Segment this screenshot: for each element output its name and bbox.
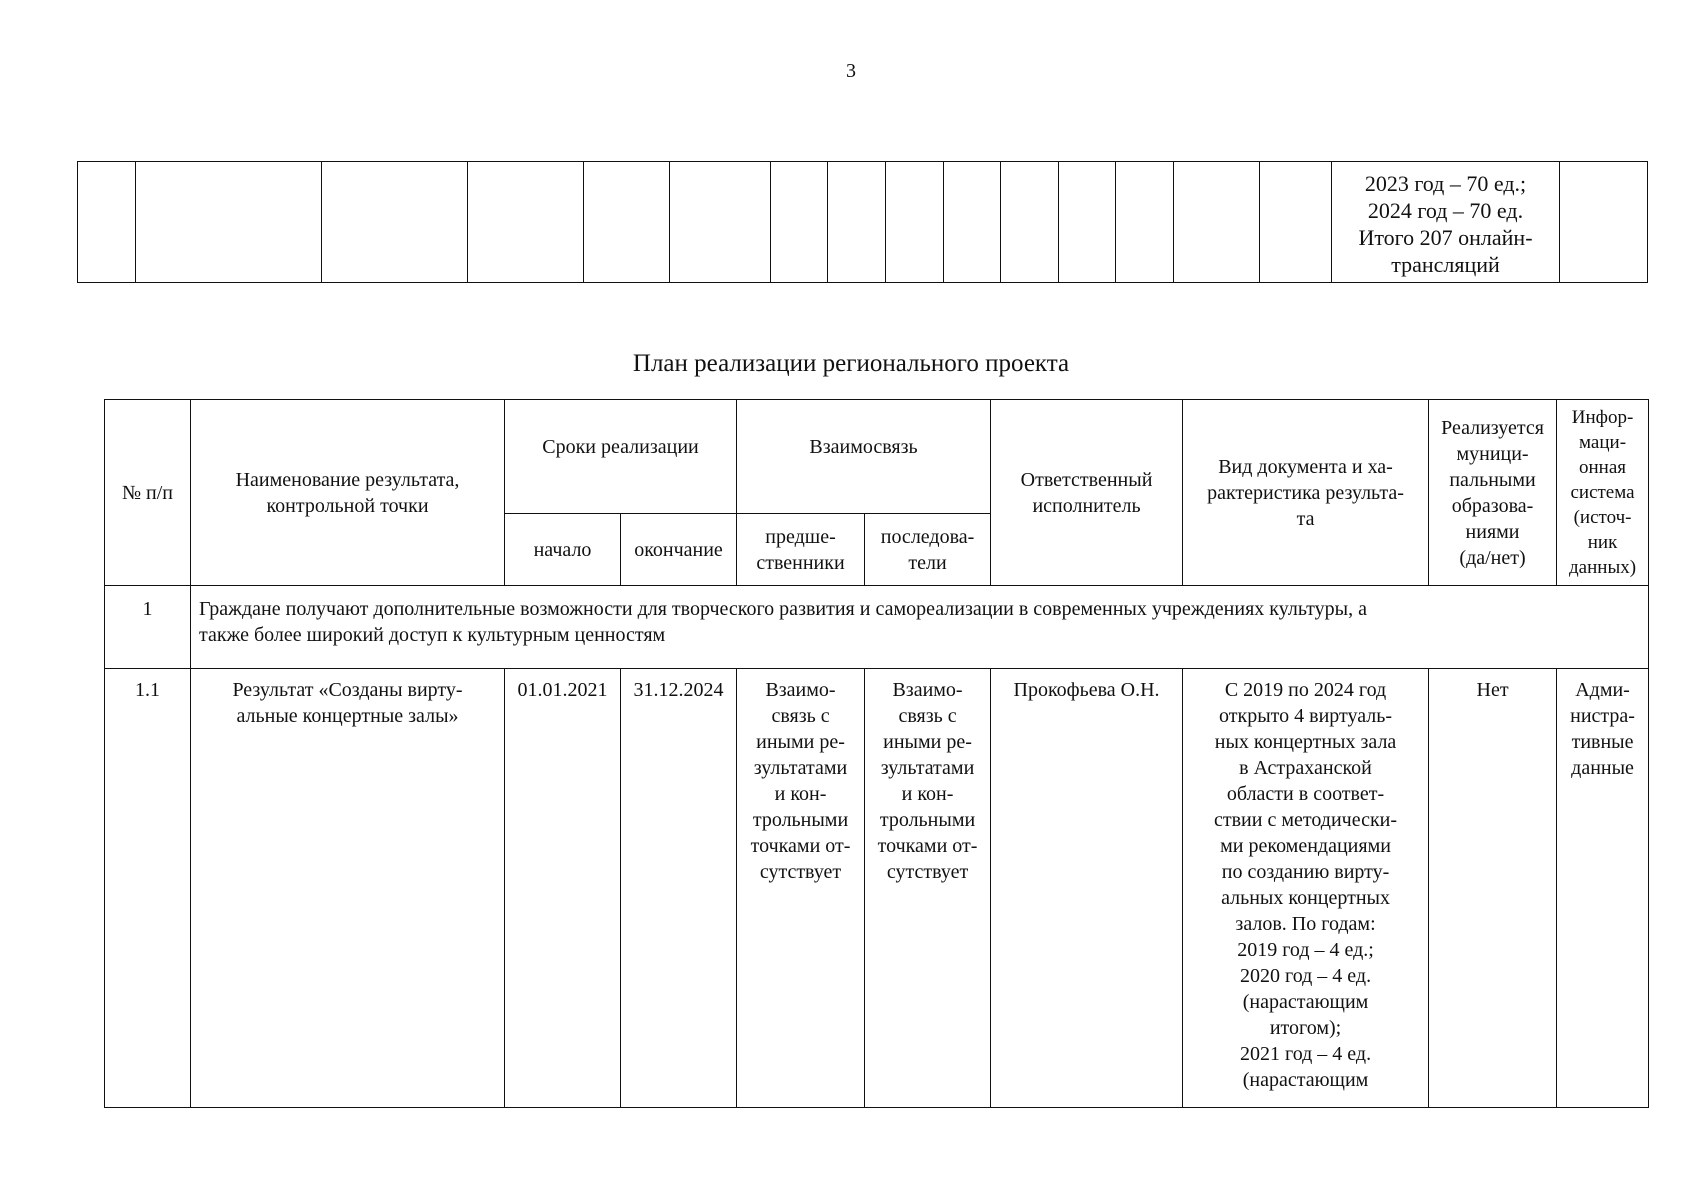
- header-municipal-line: образова-: [1451, 494, 1534, 517]
- header-info-system-line: маци-: [1579, 432, 1627, 453]
- cont-cell: [322, 162, 468, 283]
- header-municipal-line: ниями: [1465, 520, 1520, 543]
- header-responsible-line: исполнитель: [1032, 494, 1141, 517]
- header-municipal: [1429, 400, 1557, 586]
- header-successors: [865, 514, 991, 586]
- result-info-system-line: нистра-: [1570, 705, 1635, 727]
- header-terms: Сроки реализации: [505, 400, 737, 514]
- result-info-system-line: тивные: [1571, 731, 1634, 753]
- result-doc-type-line: ствии с методически-: [1214, 809, 1398, 831]
- header-doc-type: [1183, 400, 1429, 586]
- header-info-system: [1557, 400, 1649, 586]
- cont-line: 2023 год – 70 ед.;: [1364, 171, 1527, 196]
- result-doc-type-line: в Астраханской: [1239, 757, 1372, 779]
- result-predecessors-line: сутствует: [759, 861, 842, 883]
- result-predecessors-line: зультатами: [753, 757, 848, 779]
- result-num: 1.1: [105, 669, 191, 1108]
- result-predecessors: [737, 669, 865, 1108]
- plan-table: [104, 399, 1649, 1108]
- goal-row: [105, 586, 1649, 669]
- header-row: [105, 400, 1649, 514]
- result-successors-line: точками от-: [877, 835, 978, 857]
- result-doc-type-line: итогом);: [1269, 1017, 1342, 1039]
- cont-line: трансляций: [1391, 252, 1500, 277]
- result-successors-line: трольными: [879, 809, 976, 831]
- header-responsible: [991, 400, 1183, 586]
- goal-text: [191, 586, 1649, 669]
- result-name-line: Результат «Созданы вирту-: [232, 679, 463, 701]
- header-successors-line: последова-: [880, 525, 975, 548]
- header-municipal-line: Реализуется: [1441, 416, 1544, 439]
- header-doc-type-line: рактеристика результа-: [1207, 481, 1404, 504]
- result-info-system: [1557, 669, 1649, 1108]
- header-municipal-line: пальными: [1449, 468, 1536, 491]
- result-doc-type-line: открыто 4 виртуаль-: [1219, 705, 1393, 727]
- result-doc-type-line: С 2019 по 2024 год: [1224, 679, 1387, 701]
- result-predecessors-line: связь с: [771, 705, 830, 727]
- result-doc-type: [1183, 669, 1429, 1108]
- header-end: окончание: [621, 514, 737, 586]
- result-successors-line: связь с: [898, 705, 957, 727]
- goal-text-line: также более широкий доступ к культурным ценностям: [199, 624, 666, 646]
- result-predecessors-line: и кон-: [774, 783, 827, 805]
- cont-cell: [1001, 162, 1059, 283]
- header-predecessors: [737, 514, 865, 586]
- section-title: План реализации регионального проекта: [632, 350, 1070, 377]
- result-name: [191, 669, 505, 1108]
- result-predecessors-line: точками от-: [750, 835, 851, 857]
- header-info-system-line: Инфор-: [1571, 407, 1634, 428]
- result-predecessors-line: трольными: [752, 809, 849, 831]
- continuation-table: [77, 161, 1648, 283]
- header-relation: Взаимосвязь: [737, 400, 991, 514]
- cont-cell: [828, 162, 886, 283]
- cont-line: Итого 207 онлайн-: [1358, 225, 1533, 250]
- result-successors-line: и кон-: [901, 783, 954, 805]
- result-doc-type-line: области в соответ-: [1226, 783, 1385, 805]
- page-number: 3: [846, 60, 856, 82]
- result-successors-line: зультатами: [880, 757, 975, 779]
- cont-cell: [78, 162, 136, 283]
- header-info-system-line: данных): [1569, 557, 1637, 578]
- cont-cell-broadcasts: [1332, 162, 1560, 283]
- result-municipal: Нет: [1429, 669, 1557, 1108]
- result-predecessors-line: Взаимо-: [765, 679, 836, 701]
- cont-cell: [944, 162, 1001, 283]
- header-name-line: контрольной точки: [266, 494, 429, 517]
- cont-cell: [1059, 162, 1116, 283]
- result-name-line: альные концертные залы»: [236, 705, 459, 727]
- result-doc-type-line: (нарастающим: [1242, 1069, 1369, 1091]
- result-successors-line: иными ре-: [883, 731, 972, 753]
- header-responsible-line: Ответственный: [1020, 468, 1153, 491]
- result-row: [105, 669, 1649, 1108]
- cont-cell: [584, 162, 670, 283]
- result-doc-type-line: 2021 год – 4 ед.: [1239, 1043, 1372, 1065]
- result-doc-type-line: (нарастающим: [1242, 991, 1369, 1013]
- result-successors: [865, 669, 991, 1108]
- result-doc-type-line: ми рекомендациями: [1220, 835, 1391, 857]
- cont-cell: [886, 162, 944, 283]
- result-end: 31.12.2024: [621, 669, 737, 1108]
- header-municipal-line: (да/нет): [1459, 546, 1526, 569]
- cont-cell: [1174, 162, 1260, 283]
- cont-cell: [468, 162, 584, 283]
- header-successors-line: тели: [908, 551, 947, 574]
- result-doc-type-line: по созданию вирту-: [1221, 861, 1390, 883]
- header-name: [191, 400, 505, 586]
- result-doc-type-line: залов. По годам:: [1235, 913, 1376, 935]
- cont-cell: [136, 162, 322, 283]
- result-doc-type-line: 2020 год – 4 ед.: [1239, 965, 1372, 987]
- header-info-system-line: ник: [1587, 532, 1618, 553]
- continuation-row: [78, 162, 1648, 283]
- result-info-system-line: данные: [1571, 757, 1634, 779]
- cont-line: 2024 год – 70 ед.: [1367, 198, 1524, 223]
- result-successors-line: Взаимо-: [892, 679, 963, 701]
- header-start: начало: [505, 514, 621, 586]
- goal-text-line: Граждане получают дополнительные возможности для творческого развития и самореализации в современных учреждениях культуры, а: [199, 598, 1367, 620]
- header-name-line: Наименование результата,: [235, 468, 460, 491]
- header-predecessors-line: ственники: [756, 551, 845, 574]
- result-info-system-line: Адми-: [1575, 679, 1630, 701]
- result-responsible: Прокофьева О.Н.: [991, 669, 1183, 1108]
- header-doc-type-line: та: [1296, 507, 1315, 530]
- header-doc-type-line: Вид документа и ха-: [1218, 455, 1393, 478]
- result-predecessors-line: иными ре-: [756, 731, 845, 753]
- header-info-system-line: онная: [1579, 457, 1627, 478]
- goal-num: 1: [105, 586, 191, 669]
- cont-cell: [1560, 162, 1648, 283]
- cont-cell: [1116, 162, 1174, 283]
- result-doc-type-line: альных концертных: [1221, 887, 1390, 909]
- header-num: № п/п: [105, 400, 191, 586]
- cont-cell: [670, 162, 771, 283]
- result-start: 01.01.2021: [505, 669, 621, 1108]
- cont-cell: [771, 162, 828, 283]
- cont-cell: [1260, 162, 1332, 283]
- header-predecessors-line: предше-: [765, 525, 836, 548]
- header-info-system-line: система: [1570, 482, 1635, 503]
- result-doc-type-line: 2019 год – 4 ед.;: [1237, 939, 1374, 961]
- header-municipal-line: муници-: [1456, 442, 1529, 465]
- result-successors-line: сутствует: [886, 861, 969, 883]
- result-doc-type-line: ных концертных зала: [1214, 731, 1397, 753]
- header-info-system-line: (источ-: [1573, 507, 1632, 528]
